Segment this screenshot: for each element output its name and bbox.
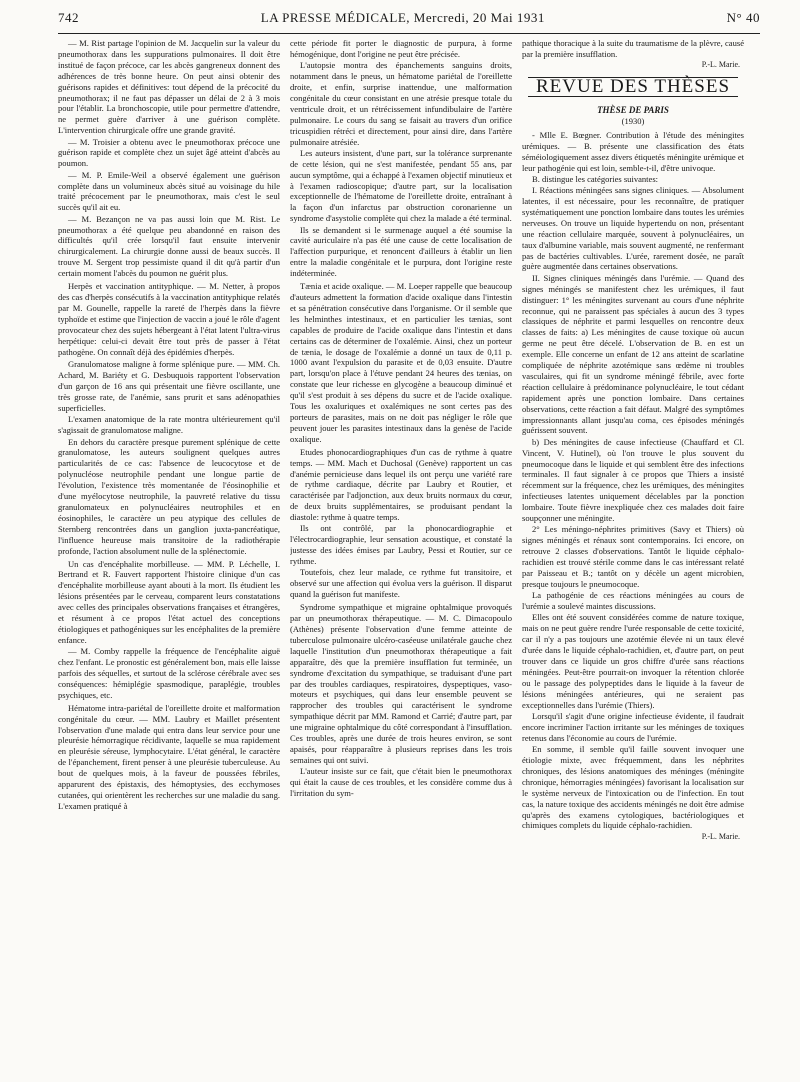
- paragraph: I. Réactions méningées sans signes cliniques. — Absolument latentes, il est nécessaire, pour les reconnaître, de pratiquer systématiquement une ponction lombaire dans toutes les urémies nerveuses. On trouve un liquide hypertendu on non, présentant une réaction cellulaire marquée, souvent à polynucléaires, un taux d'albumine variable, mais souvent augmenté, ne renfermant pas de bactéries cultivables. L'urée, rarement dosée, ne paraît guère augmentée dans certaines observations.: [522, 185, 744, 272]
- paragraph: Ils ont contrôlé, par la phonocardiographie et l'électrocardiographie, leur sensation acoustique, et constaté la justesse des idées émises par Laubry, Pessi et Routier, sur ce rythme.: [290, 523, 512, 567]
- paragraph: pathique thoracique à la suite du traumatisme de la plèvre, causé par la première insufflation.: [522, 38, 744, 59]
- section-year: (1930): [621, 115, 645, 126]
- paragraph: cette période fit porter le diagnostic de purpura, à forme hémogénique, dont l'origine ne peut être précisée.: [290, 38, 512, 59]
- journal-title: LA PRESSE MÉDICALE, Mercredi, 20 Mai 1931: [260, 10, 545, 25]
- paragraph: Les auteurs insistent, d'une part, sur la tolérance surprenante de cette lésion, qui ne s'est manifestée, pendant 55 ans, par aucun symptôme, qui a échappé à l'examen objectif minutieux et à l'examen radioscopique; d'autre part, sur la localisation exceptionnelle de l'hématome de l'oreillette droite, entraînant à la façon d'un infarctus par obstruction coronarienne un syndrome d'asystolie complète qui chez la malade a été terminal.: [290, 147, 512, 224]
- paragraph: II. Signes cliniques méningés dans l'urémie. — Quand des signes méningés se manifestent chez les urémiques, il faut distinguer: 1° les méningites survenant au cours d'une néphrite reconnue, qui ne paraissent pas spéciales à aucun des 3 types classiques de néphrite et parmi lesquelles on rencontre deux classes de faits: a) Les méningites de cause toxique où aucun germe ne peut être décelé. L'observation de B. en est un exemple. Elle concerne un enfant de 12 ans atteint de scarlatine compliquée de néphrite azotémique sans œdème ni troubles vasculaires, qui fit un syndrome méningé fébrile, avec forte réaction cellulaire à prédominance polynucléaire, le tout cédant rapidement après une ponction lombaire. Dans certaines observations, cette réaction a fait défaut. Malgré des symptômes impressionnants allant jusqu'au coma, ces épisodes méningés guérissent souvent.: [522, 272, 744, 436]
- paragraph: Ils se demandent si le surmenage auquel a été soumise la cavité auriculaire n'a pas été une cause de cette localisation de l'affection purpurique, et renoncent d'ailleurs à établir un lien entre la maladie congénitale et le purpura, dont l'origine reste indéterminée.: [290, 224, 512, 279]
- paragraph: — M. P. Emile-Weil a observé également une guérison complète dans un volumineux abcès situé au voisinage du hile traité précocement par le pneumothorax, mais c'est le seul succès qu'il ait eu.: [58, 169, 280, 213]
- paragraph: En somme, il semble qu'il faille souvent invoquer une étiologie mixte, avec fréquemment, dans les néphrites chroniques, des lésions anatomiques des méninges (méningite chronique, hémorragies méningées) favorisant la localisation sur le système nerveux de l'intoxication ou de l'infection. En tout cas, la nature toxique des accidents méningés ne doit être admise qu'après des examens cytologiques, bactériologiques et chimiques complets du liquide céphalo-rachidien.: [522, 744, 744, 831]
- column-3: [522, 38, 744, 1068]
- column-2: [290, 38, 512, 1068]
- paragraph: L'examen anatomique de la rate montra ultérieurement qu'il s'agissait de granulomatose maligne.: [58, 414, 280, 436]
- paragraph: B. distingue les catégories suivantes:: [532, 173, 659, 184]
- header-rule: [58, 33, 760, 34]
- paragraph: Toutefois, chez leur malade, ce rythme fut transitoire, et observé sur une affection qui évolua vers la guérison. Il disparut quand la guérison fut manifeste.: [290, 567, 512, 600]
- paragraph: Lorsqu'il s'agit d'une origine infectieuse évidente, il faudrait encore incriminer l'action irritante sur les méninges de toxiques retenus dans l'économie au cours de l'urémie.: [522, 710, 744, 743]
- paragraph: Tænia et acide oxalique. — M. Loeper rappelle que beaucoup d'auteurs admettent la formation d'acide oxalique dans l'intestin et sa pénétration consécutive dans l'organisme. Or il semble que les helminthes intestinaux, et en particulier les tænias, sont capables de produire de l'acide oxalique dans l'intestin et dans certains cas de déterminer de l'oxalémie. Ainsi, chez un porteur de tænia, le dosage de l'oxalémie a donné un taux de 0,11 p. 1000 avant l'expulsion du parasite et de 0,03 ensuite. D'autre part, lorsqu'on place à l'étuve pendant 24 heures des tænias, on constate que leur richesse en glycogène a beaucoup diminué et qu'il s'est produit à ses dépens du sucre et de l'acide oxalique. Tous les oxaluriques et oxalémiques ne sont certes pas des porteurs de parasites, mais on ne doit pas négliger le rôle que peuvent jouer les parasites intestinaux dans la genèse de l'acide oxalique.: [290, 281, 512, 444]
- paragraph: Syndrome sympathique et migraine ophtalmique provoqués par un pneumothorax thérapeutique. — M. C. Dimacopoulo (Athènes) présente l'observation d'une femme atteinte de tuberculose pulmonaire ulcéro-caséeuse unilatérale gauche chez laquelle l'institution d'un pneumothorax thérapeutique a fait apparaître, dès que la première insufflation fut terminée, un syndrome d'excitation du sympathique, se traduisant d'une part par des troubles cardiaques, respiratoires, dyspeptiques, vaso-moteurs et psychiques, qui dans leur ensemble peuvent se rapprocher des troubles qui caractérisent le syndrome sympathique décrit par MM. Ramond et Carrié; d'autre part, par une migraine ophtalmique du côté correspondant à l'insufflation. Ces troubles, après une durée de trois heures environ, se sont apaisés, pour réapparaître à plusieurs reprises dans les trois semaines qui ont suivi.: [290, 602, 512, 765]
- signature: P.-L. Marie.: [701, 60, 740, 70]
- paragraph: Etudes phonocardiographiques d'un cas de rythme à quatre temps. — MM. Mach et Duchosal (Genève) rapportent un cas d'anémie pernicieuse dans lequel ils ont perçu une variété rare de rythme cardiaque, décrite par Laubry et Routier, et caractérisée par l'adjonction, aux deux bruits normaux du cœur, de deux bruits supplémentaires, se produisant pendant la diastole: rythme à quatre temps.: [290, 446, 512, 523]
- paragraph: En dehors du caractère presque purement splénique de cette granulomatose, les auteurs soulignent quelques autres particularités de ce cas: l'absence de leucocytose et de polynucléose neutrophile pendant une longue partie de l'évolution, l'existence très momentanée de l'éosinophilie et d'une myélocytose neutrophile, la pauvreté relative du tissu granulomateux en polynucléaires neutrophiles et en éosinophiles, le caractère un peu atypique des cellules de Sternberg rencontrées dans un ganglion juxta-pancréatique, l'influence heureuse mais transitoire de la radiothérapie profonde, l'action absolument nulle de la splénectomie.: [58, 436, 280, 556]
- paragraph: - Mlle E. Bœgner. Contribution à l'étude des méningites urémiques. — B. présente une classification des états séméiologiquement assez divers étiquetés méningite urémique et leur pathogénie qui est loin, semble-t-il, d'être univoque.: [522, 129, 744, 173]
- paragraph: L'autopsie montra des épanchements sanguins droits, notamment dans le pneus, un hématome pariétal de l'oreillette droite, et enfin, surprise inattendue, une malformation congénitale du cœur consistant en une atrésie presque totale du ventricule droit, et un rétrécissement infundibulaire de l'artère pulmonaire. Le cours du sang se faisait au travers d'un orifice tricuspidien rétréci et directement, pour ainsi dire, dans l'artère pulmonaire atrésiée.: [290, 60, 512, 147]
- paragraph: — M. Bezançon ne va pas aussi loin que M. Rist. Le pneumothorax a été quelque peu abandonné en raison des difficultés qu'il crée lorsqu'il faut ensuite intervenir chirurgicalement. La chirurgie donne aussi de beaux succès. Il trouve M. Sergent trop pessimiste quand il dit qu'à partir d'un certain moment l'abcès du poumon ne guérit plus.: [58, 213, 280, 279]
- paragraph: — M. Rist partage l'opinion de M. Jacquelin sur la valeur du pneumothorax dans les suppurations pulmonaires. Il doit être institué de façon précoce, car les abcès gangreneux donnent des adhérences de très bonne heure. On peut ainsi obtenir des guérisons rapides et définitives: tout dépend de la précocité du pneumothorax; il ne faut pas dépasser un délai de 2 à 3 mois pour l'établir. La bronchoscopie, utile pour permettre d'attendre, ne permet guère d'arriver à une guérison complète. L'intervention chirurgicale offre une grande gravité.: [58, 38, 280, 136]
- section-banner: REVUE DES THÈSES: [528, 77, 738, 97]
- paragraph: L'auteur insiste sur ce fait, que c'était bien le pneumothorax qui était la cause de ces troubles, et les considère comme dus à l'irritation du sym-: [290, 766, 512, 798]
- signature: P.-L. Marie.: [701, 831, 740, 841]
- paragraph: — M. Troisier a obtenu avec le pneumothorax précoce une guérison rapide et complète chez un sujet âgé atteint d'abcès au poumon.: [58, 136, 280, 169]
- paragraph: b) Des méningites de cause infectieuse (Chauffard et Cl. Vincent, V. Hutinel), où l'on trouve le plus souvent du pneumocoque dans le liquide et qui semblent être des infections terminales. Il faut signaler à ce propos que Thiers a insisté récemment sur la fréquence, chez les urémiques, des méningites infectieuses latentes uniquement décelables par la ponction lombaire. Toute fièvre inexpliquée chez ces malades doit faire soupçonner une méningite.: [522, 436, 744, 524]
- page-header: [58, 10, 760, 32]
- section-subhead: THÈSE DE PARIS: [597, 105, 669, 116]
- paragraph: Un cas d'encéphalite morbilleuse. — MM. P. Léchelle, I. Bertrand et R. Fauvert rapportent l'histoire clinique d'un cas d'encéphalite morbilleuse ayant abouti à la mort. Ils étudient les lésions présentées par le cerveau, comparent leurs constatations avec celles des principales observations françaises et étrangères, et résument à ce propos l'état actuel des conceptions étiologiques et pathogéniques sur les encéphalites de la première enfance.: [58, 558, 280, 645]
- paragraph: Herpès et vaccination antityphique. — M. Netter, à propos des cas d'herpès consécutifs à la vaccination antityphique relatés par M. Gounelle, rappelle la rareté de l'herpès dans la fièvre typhoïde et estime que l'injection de vaccin a joué le rôle d'agent provocateur chez des sujets hébergeant à l'état latent l'ultra-virus herpétique: celui-ci devait être tout près de passer à l'état pathogène. On connaît déjà des épidémies d'herpès.: [58, 281, 280, 357]
- paragraph: La pathogénie de ces réactions méningées au cours de l'urémie a soulevé maintes discussions.: [522, 590, 744, 612]
- paragraph: 2° Les méningo-néphrites primitives (Savy et Thiers) où signes méningés et rénaux sont contemporains. Ici encore, on retrouve 2 classes d'observations. Tantôt le liquide céphalo-rachidien est trouvé stérile comme dans le cas intéressant relaté par Paisseau et B.; tantôt on y décèle un agent microbien, presque toujours le pneumocoque.: [522, 524, 744, 589]
- paragraph: Granulomatose maligne à forme splénique pure. — MM. Ch. Achard, M. Bariéty et G. Desbuquois rapportent l'observation d'un garçon de 16 ans qui présentait une fièvre oscillante, une très grosse rate, de l'anémie, sans prurit et sans adénopathies superficielles.: [58, 359, 280, 414]
- issue-number: N° 40: [726, 10, 760, 25]
- column-1: [58, 38, 280, 1068]
- paragraph: Hématome intra-pariétal de l'oreillette droite et malformation congénitale du cœur. — MM. Laubry et Maillet présentent l'observation d'une malade qui entra dans leur service pour une pleurésie hémorragique récidivante, laquelle se mua rapidement en pleurésie séreuse, lymphocytaire. L'état général, le caractère de l'épanchement, firent penser à une pleurésie tuberculeuse. Au bout de quelques mois, à la faveur de poussées fébriles, apparurent des épistaxis, des hémoptysies, des ecchymoses cutanées, qui orientèrent les recherches sur une maladie du sang. L'examen pratiqué à: [58, 702, 280, 811]
- paragraph: — M. Comby rappelle la fréquence de l'encéphalite aiguë chez l'enfant. Le pronostic est généralement bon, mais elle laisse parfois des séquelles, et surtout de la sclérose cérébrale avec ses conséquences: hémiplégie spasmodique, paraplégie, troubles psychiques, etc.: [58, 646, 280, 700]
- page-number: 742: [58, 10, 79, 25]
- paragraph: Elles ont été souvent considérées comme de nature toxique, mais on ne peut guère rendre l'urée responsable de cette toxicité, car il n'y a pas toujours une azotémie élevée ni un taux élevé d'urée dans le liquide céphalo-rachidien, et, d'autre part, on peut trouver dans ce liquide un gros chiffre d'urée sans réactions méningées. Peut-être pourrait-on invoquer la rétention chlorée ou le passage des polypeptides dans le liquide à la faveur de lésions méningées antérieures, qui ne seraient pas exceptionnelles dans l'urémie (Thiers).: [522, 612, 744, 710]
